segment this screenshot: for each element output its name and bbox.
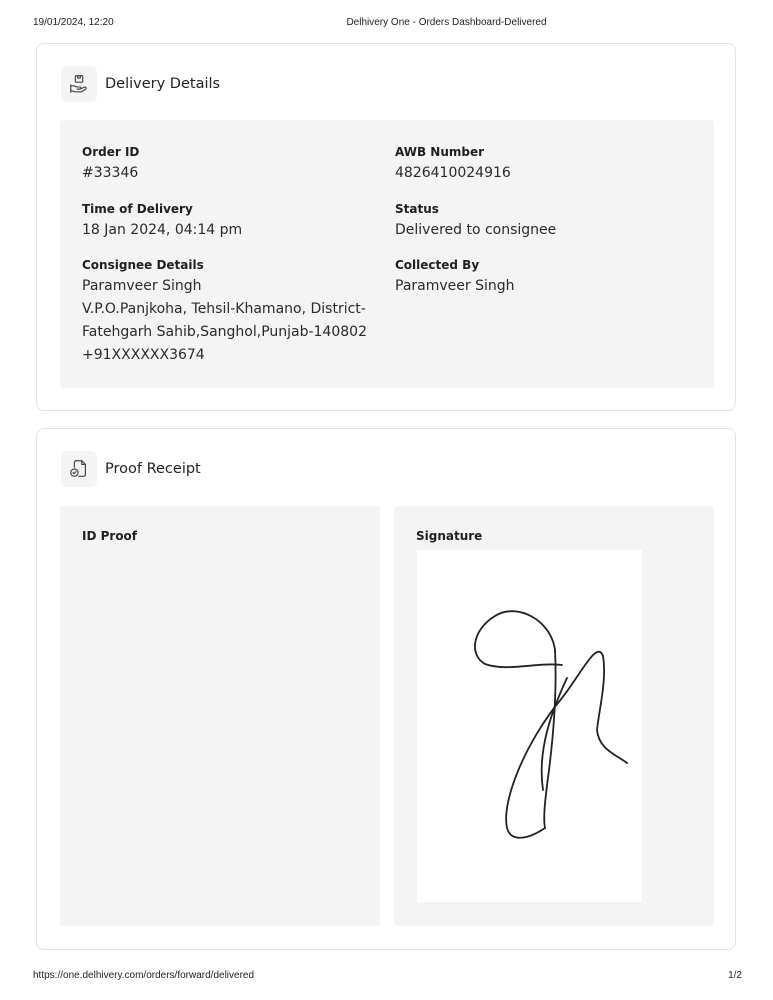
proof-receipt-title: Proof Receipt — [105, 461, 201, 477]
awb-number-value: 4826410024916 — [395, 165, 511, 181]
delivery-details-header — [61, 66, 220, 102]
status-field — [395, 201, 695, 242]
delivery-time-value: 18 Jan 2024, 04:14 pm — [82, 222, 243, 238]
consignee-details-field — [82, 257, 382, 367]
id-proof-label: ID Proof — [82, 529, 138, 543]
signature-panel — [394, 506, 714, 926]
proof-receipt-card — [36, 428, 736, 950]
print-datetime: 19/01/2024, 12:20 — [33, 17, 114, 28]
print-page-title: Delhivery One - Orders Dashboard-Delivered — [346, 17, 547, 28]
consignee-phone: +91XXXXXX3674 — [82, 347, 205, 363]
document-receipt-icon — [61, 451, 97, 487]
print-page-number: 1/2 — [728, 970, 742, 981]
order-id-field — [82, 144, 382, 185]
hand-package-icon — [61, 66, 97, 102]
collected-by-value: Paramveer Singh — [395, 278, 515, 294]
print-header — [0, 17, 773, 31]
consignee-name: Paramveer Singh — [82, 278, 202, 294]
status-label: Status — [395, 202, 439, 216]
collected-by-label: Collected By — [395, 258, 480, 272]
collected-by-field — [395, 257, 695, 298]
id-proof-panel — [60, 506, 380, 926]
signature-label: Signature — [416, 529, 483, 543]
signature-image — [417, 550, 642, 902]
consignee-address-line1: V.P.O.Panjkoha, Tehsil-Khamano, District- — [82, 301, 366, 317]
delivery-details-title: Delivery Details — [105, 76, 221, 92]
order-id-value: #33346 — [82, 165, 139, 181]
status-value: Delivered to consignee — [395, 222, 557, 238]
proof-receipt-header — [61, 451, 201, 487]
consignee-details-value — [82, 275, 382, 367]
consignee-address-line2: Fatehgarh Sahib,Sanghol,Punjab-140802 — [82, 324, 367, 340]
delivery-details-card — [36, 43, 736, 411]
delivery-info-panel — [60, 120, 714, 388]
order-id-label: Order ID — [82, 145, 140, 159]
awb-number-field — [395, 144, 695, 185]
delivery-time-field — [82, 201, 382, 242]
awb-number-label: AWB Number — [395, 145, 485, 159]
consignee-details-label: Consignee Details — [82, 258, 204, 272]
print-url: https://one.delhivery.com/orders/forward/delivered — [33, 970, 255, 981]
delivery-time-label: Time of Delivery — [82, 202, 193, 216]
